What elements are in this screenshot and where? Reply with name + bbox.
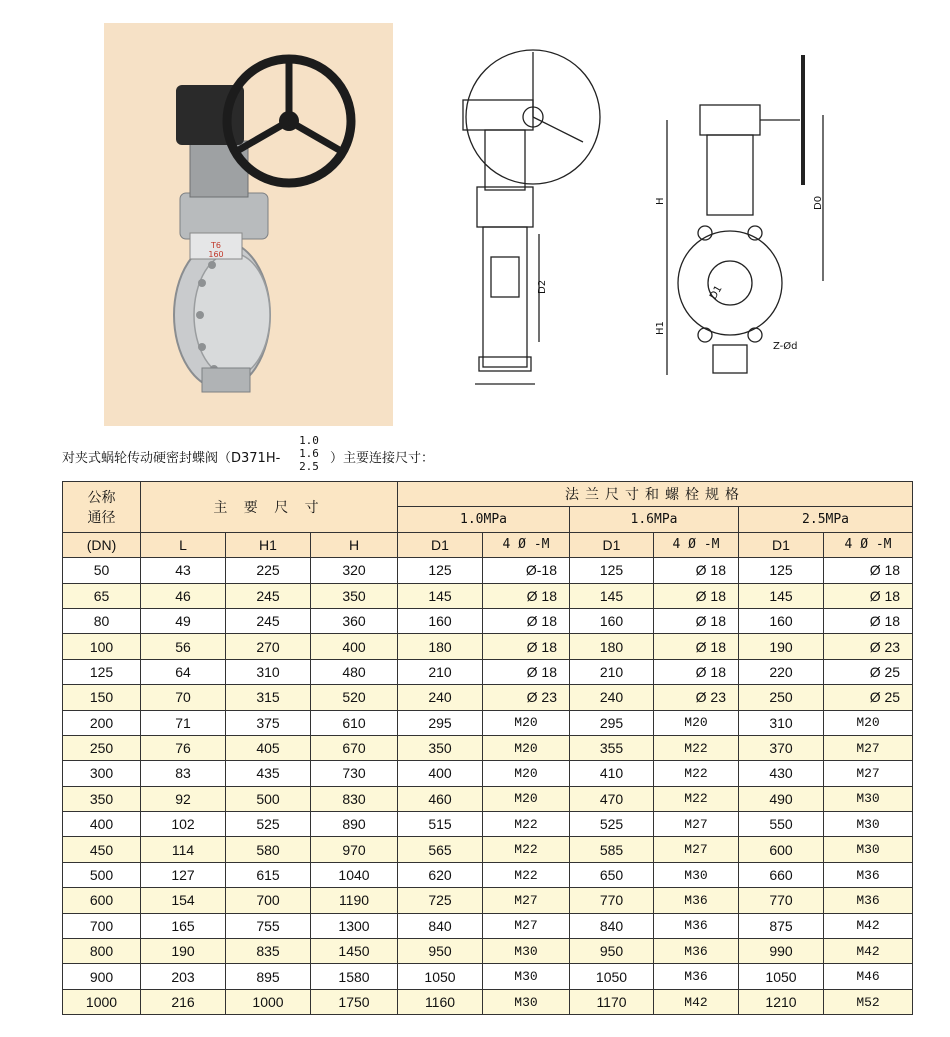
table-cell: M22 (654, 786, 739, 811)
table-cell: 114 (141, 837, 226, 862)
table-cell: M22 (483, 837, 570, 862)
table-cell: 835 (226, 939, 311, 964)
table-cell: 180 (570, 634, 654, 659)
table-cell: 315 (226, 685, 311, 710)
table-cell: 550 (739, 812, 824, 837)
table-cell: Ø 18 (654, 583, 739, 608)
table-cell: M20 (824, 710, 913, 735)
h-header: H (311, 532, 398, 557)
table-cell: 125 (63, 659, 141, 684)
table-cell: 1050 (398, 964, 483, 989)
table-cell: 580 (226, 837, 311, 862)
table-cell: 203 (141, 964, 226, 989)
table-cell: 216 (141, 989, 226, 1014)
table-cell: 310 (226, 659, 311, 684)
table-row (63, 812, 913, 837)
dn-header: (DN) (63, 532, 141, 557)
table-cell: M27 (654, 837, 739, 862)
table-cell: 125 (398, 558, 483, 583)
caption-pressure-stack (294, 434, 324, 473)
bolt-header-2: 4 Ø -M (654, 532, 739, 557)
table-cell: M36 (824, 888, 913, 913)
table-cell: 890 (311, 812, 398, 837)
table-cell: M20 (483, 710, 570, 735)
table-cell: 1210 (739, 989, 824, 1014)
table-cell: M22 (483, 812, 570, 837)
table-cell: Ø 18 (654, 634, 739, 659)
table-cell: 650 (570, 862, 654, 887)
table-cell: 295 (398, 710, 483, 735)
table-cell: 145 (398, 583, 483, 608)
table-cell: 375 (226, 710, 311, 735)
pressure-header-1: 1.0MPa (398, 507, 570, 532)
table-cell: 245 (226, 583, 311, 608)
nominal-header (63, 482, 141, 533)
table-cell: M27 (483, 888, 570, 913)
table-cell: Ø 18 (483, 583, 570, 608)
d1-header-2: D1 (570, 532, 654, 557)
h-label: H (655, 197, 666, 205)
table-cell: Ø 18 (483, 659, 570, 684)
h1-label: H1 (655, 321, 666, 335)
table-row (63, 710, 913, 735)
table-cell: 154 (141, 888, 226, 913)
table-cell: 615 (226, 862, 311, 887)
table-cell: Ø 18 (654, 558, 739, 583)
table-row (63, 634, 913, 659)
table-row (63, 913, 913, 938)
table-cell: 950 (570, 939, 654, 964)
table-cell: 360 (311, 608, 398, 633)
table-cell: 895 (226, 964, 311, 989)
table-cell: 145 (570, 583, 654, 608)
table-cell: 310 (739, 710, 824, 735)
table-row (63, 659, 913, 684)
table-cell: 125 (570, 558, 654, 583)
table-cell: 71 (141, 710, 226, 735)
table-cell: 1300 (311, 913, 398, 938)
pressure-header-3: 2.5MPa (739, 507, 913, 532)
table-row (63, 989, 913, 1014)
table-cell: 1750 (311, 989, 398, 1014)
valve-photo (104, 23, 393, 426)
table-cell: 240 (398, 685, 483, 710)
table-cell: 190 (739, 634, 824, 659)
table-cell: 670 (311, 735, 398, 760)
table-cell: Ø 18 (483, 634, 570, 659)
table-row (63, 939, 913, 964)
table-cell: 1050 (739, 964, 824, 989)
table-cell: 49 (141, 608, 226, 633)
table-cell: M20 (483, 735, 570, 760)
table-cell: 1050 (570, 964, 654, 989)
table-cell: Ø 18 (654, 659, 739, 684)
plate-t-text: T6 (211, 241, 221, 250)
table-cell: 210 (398, 659, 483, 684)
table-cell: 250 (63, 735, 141, 760)
table-row (63, 608, 913, 633)
side-view-drawing (455, 42, 615, 402)
table-cell: M27 (654, 812, 739, 837)
table-cell: 270 (226, 634, 311, 659)
table-row (63, 558, 913, 583)
table-cell: 125 (739, 558, 824, 583)
table-cell: 660 (739, 862, 824, 887)
table-cell: 127 (141, 862, 226, 887)
table-cell: 500 (226, 786, 311, 811)
table-cell: 180 (398, 634, 483, 659)
table-cell: 295 (570, 710, 654, 735)
table-cell: 320 (311, 558, 398, 583)
table-row (63, 761, 913, 786)
table-cell: 50 (63, 558, 141, 583)
table-cell: 80 (63, 608, 141, 633)
table-cell: Ø 18 (824, 583, 913, 608)
table-cell: 64 (141, 659, 226, 684)
table-cell: 730 (311, 761, 398, 786)
table-cell: M46 (824, 964, 913, 989)
bolt-header-3: 4 Ø -M (824, 532, 913, 557)
table-cell: 470 (570, 786, 654, 811)
caption-prefix: 对夹式蜗轮传动硬密封蝶阀（D371H- (62, 451, 281, 466)
table-cell: 100 (63, 634, 141, 659)
h1-header: H1 (226, 532, 311, 557)
table-cell: 770 (739, 888, 824, 913)
table-cell: 1040 (311, 862, 398, 887)
nominal-line1: 公称 (87, 488, 116, 505)
table-cell: Ø 23 (483, 685, 570, 710)
table-cell: M27 (483, 913, 570, 938)
caption-pn-mid: 1.6 (299, 447, 319, 460)
table-cell: 83 (141, 761, 226, 786)
table-cell: M22 (654, 735, 739, 760)
table-cell: 65 (63, 583, 141, 608)
table-cell: 210 (570, 659, 654, 684)
table-cell: 990 (739, 939, 824, 964)
table-cell: 400 (311, 634, 398, 659)
table-cell: 950 (398, 939, 483, 964)
table-cell: 875 (739, 913, 824, 938)
table-row (63, 685, 913, 710)
table-cell: 1170 (570, 989, 654, 1014)
table-cell: 70 (141, 685, 226, 710)
table-cell: 1160 (398, 989, 483, 1014)
table-cell: 190 (141, 939, 226, 964)
table-cell: M22 (654, 761, 739, 786)
table-cell: 400 (63, 812, 141, 837)
table-cell: Ø 25 (824, 659, 913, 684)
table-cell: 160 (739, 608, 824, 633)
table-row (63, 862, 913, 887)
table-cell: 245 (226, 608, 311, 633)
table-cell: 450 (63, 837, 141, 862)
main-dims-header: 主 要 尺 寸 (141, 482, 398, 533)
table-cell: 400 (398, 761, 483, 786)
table-cell: 410 (570, 761, 654, 786)
table-cell: M36 (654, 964, 739, 989)
table-cell: 405 (226, 735, 311, 760)
table-cell: 600 (63, 888, 141, 913)
table-cell: 600 (739, 837, 824, 862)
table-cell: M52 (824, 989, 913, 1014)
nominal-line2: 通径 (87, 508, 116, 525)
table-cell: 830 (311, 786, 398, 811)
table-row (63, 837, 913, 862)
table-cell: 755 (226, 913, 311, 938)
table-cell: M20 (483, 761, 570, 786)
table-cell: Ø 23 (654, 685, 739, 710)
table-cell: Ø 18 (824, 558, 913, 583)
table-cell: 350 (311, 583, 398, 608)
table-cell: 1450 (311, 939, 398, 964)
table-cell: M42 (824, 913, 913, 938)
table-cell: 240 (570, 685, 654, 710)
table-cell: 515 (398, 812, 483, 837)
table-cell: M30 (483, 989, 570, 1014)
table-cell: 102 (141, 812, 226, 837)
table-row (63, 786, 913, 811)
table-cell: 840 (398, 913, 483, 938)
table-body (63, 558, 913, 1015)
table-cell: Ø 23 (824, 634, 913, 659)
table-cell: 145 (739, 583, 824, 608)
table-cell: 1000 (226, 989, 311, 1014)
table-cell: 525 (570, 812, 654, 837)
table-cell: 43 (141, 558, 226, 583)
table-cell: M27 (824, 761, 913, 786)
table-cell: 1580 (311, 964, 398, 989)
table-cell: 800 (63, 939, 141, 964)
table-cell: M36 (654, 939, 739, 964)
table-cell: M42 (654, 989, 739, 1014)
table-cell: 430 (739, 761, 824, 786)
table-cell: 350 (398, 735, 483, 760)
flange-header: 法兰尺寸和螺栓规格 (398, 482, 913, 507)
d1-header-3: D1 (739, 532, 824, 557)
table-cell: 480 (311, 659, 398, 684)
table-cell: M30 (824, 837, 913, 862)
table-cell: M20 (483, 786, 570, 811)
table-cell: M30 (483, 964, 570, 989)
table-cell: 160 (570, 608, 654, 633)
table-cell: 225 (226, 558, 311, 583)
table-cell: M20 (654, 710, 739, 735)
front-view-drawing (645, 45, 835, 395)
table-caption (62, 434, 562, 474)
plate-n-text: 160 (208, 250, 224, 259)
table-cell: 150 (63, 685, 141, 710)
table-cell: 1190 (311, 888, 398, 913)
table-cell: 520 (311, 685, 398, 710)
table-cell: 300 (63, 761, 141, 786)
table-cell: M30 (824, 812, 913, 837)
table-cell: 370 (739, 735, 824, 760)
table-cell: 500 (63, 862, 141, 887)
table-cell: 620 (398, 862, 483, 887)
table-cell: 770 (570, 888, 654, 913)
table-cell: Ø 25 (824, 685, 913, 710)
table-cell: M22 (483, 862, 570, 887)
pressure-header-2: 1.6MPa (570, 507, 739, 532)
d0-label: D0 (813, 195, 824, 210)
table-cell: 355 (570, 735, 654, 760)
table-cell: 220 (739, 659, 824, 684)
table-cell: 56 (141, 634, 226, 659)
table-cell: 46 (141, 583, 226, 608)
table-cell: 700 (63, 913, 141, 938)
table-cell: 165 (141, 913, 226, 938)
table-cell: 250 (739, 685, 824, 710)
table-row (63, 583, 913, 608)
table-cell: 585 (570, 837, 654, 862)
table-cell: 610 (311, 710, 398, 735)
dimension-table (62, 481, 913, 1015)
table-cell: Ø 18 (824, 608, 913, 633)
table-cell: Ø 18 (483, 608, 570, 633)
table-cell: Ø 18 (654, 608, 739, 633)
table-cell: 1000 (63, 989, 141, 1014)
table-cell: 200 (63, 710, 141, 735)
table-cell: Ø-18 (483, 558, 570, 583)
table-cell: 525 (226, 812, 311, 837)
table-cell: 565 (398, 837, 483, 862)
table-cell: M27 (824, 735, 913, 760)
l-header: L (141, 532, 226, 557)
table-cell: 970 (311, 837, 398, 862)
table-cell: M30 (483, 939, 570, 964)
table-cell: 160 (398, 608, 483, 633)
caption-pn-top: 1.0 (299, 434, 319, 447)
table-cell: 840 (570, 913, 654, 938)
table-cell: M36 (824, 862, 913, 887)
caption-suffix: ）主要连接尺寸： (330, 451, 435, 466)
table-cell: M30 (824, 786, 913, 811)
table-cell: 76 (141, 735, 226, 760)
table-cell: M36 (654, 913, 739, 938)
table-cell: M36 (654, 888, 739, 913)
table-cell: 490 (739, 786, 824, 811)
table-cell: 435 (226, 761, 311, 786)
caption-pn-bottom: 2.5 (299, 460, 319, 473)
table-cell: 92 (141, 786, 226, 811)
table-cell: 900 (63, 964, 141, 989)
table-cell: 700 (226, 888, 311, 913)
bolt-header-1: 4 Ø -M (483, 532, 570, 557)
table-cell: M42 (824, 939, 913, 964)
table-row (63, 888, 913, 913)
table-row (63, 964, 913, 989)
table-cell: 350 (63, 786, 141, 811)
table-row (63, 735, 913, 760)
table-cell: 725 (398, 888, 483, 913)
z-label: Z-Ød (773, 341, 798, 352)
table-cell: M30 (654, 862, 739, 887)
d1-label: D1 (708, 283, 725, 302)
d1-header-1: D1 (398, 532, 483, 557)
table-cell: 460 (398, 786, 483, 811)
d2-label: D2 (537, 279, 548, 294)
